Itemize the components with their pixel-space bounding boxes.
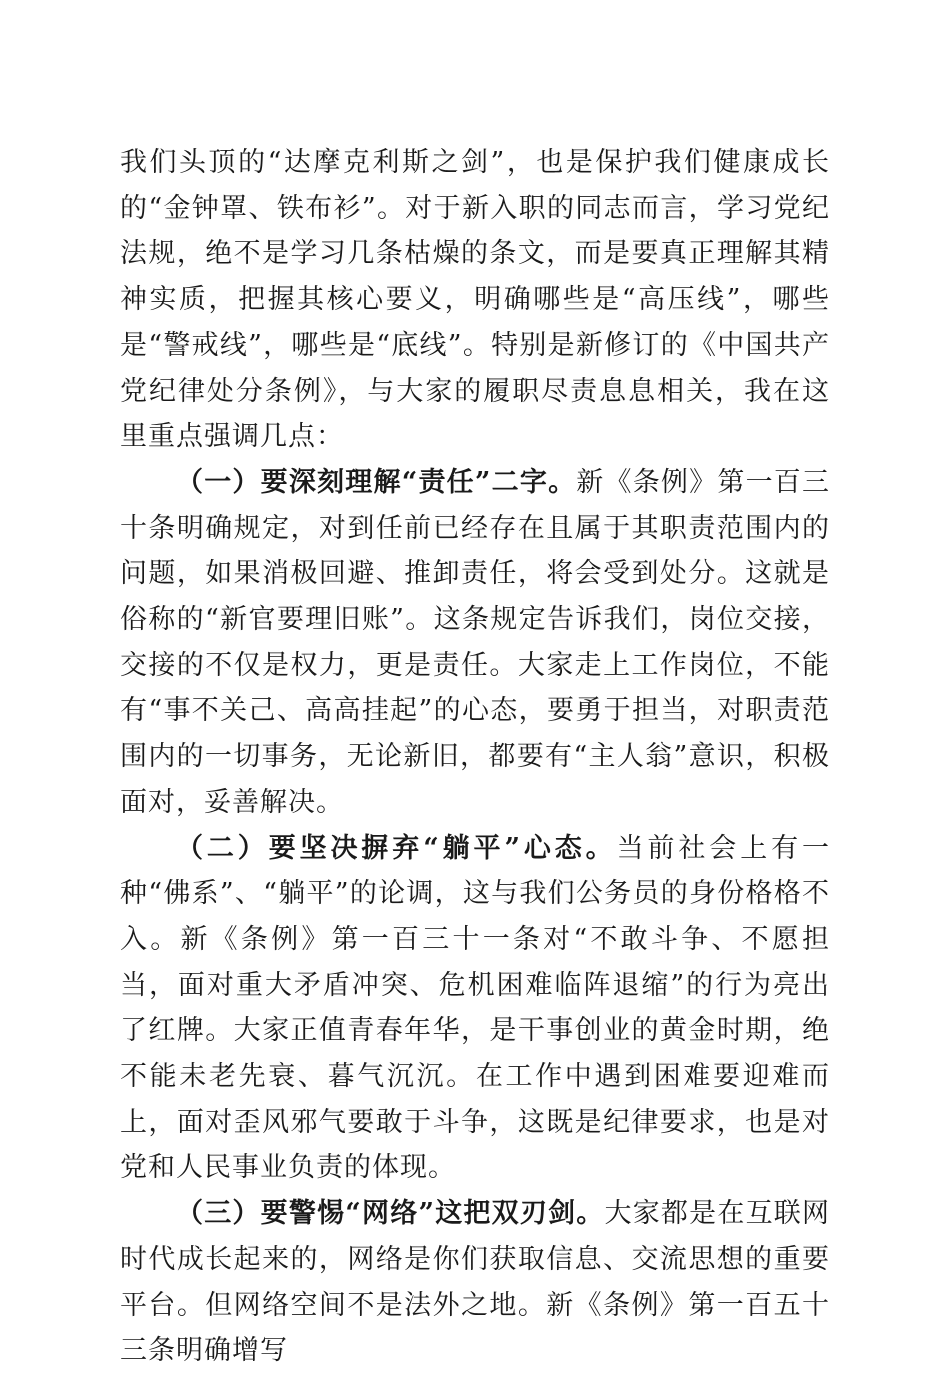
paragraph-heading: （三）要警惕“网络”这把双刃剑。 xyxy=(176,1198,605,1230)
paragraph-text: 我们头顶的“达摩克利斯之剑”，也是保护我们健康成长的“金钟罩、铁布衫”。对于新入职的同志而言，学习党纪法规，绝不是学习几条枯燥的条文，而是要真正理解其精神实质，把握其核心要义，明确哪些是“高压线”，哪些是“警戒线”，哪些是“底线”。特别是新修订的《中国共产党纪律处分条例》，与大家的履职尽责息息相关，我在这里重点强调几点： xyxy=(120,147,830,453)
paragraph-point-1 xyxy=(120,460,830,826)
paragraph-text: 大家都是在互联网时代成长起来的，网络是你们获取信息、交流思想的重要平台。但网络空间不是法外之地。新《条例》第一百五十三条明确增写 xyxy=(120,1198,831,1367)
paragraph-heading: （二）要坚决摒弃“躺平”心态。 xyxy=(176,832,617,864)
paragraph-text: 新《条例》第一百三十条明确规定，对到任前已经存在且属于其职责范围内的问题，如果消极回避、推卸责任，将会受到处分。这就是俗称的“新官要理旧账”。这条规定告诉我们，岗位交接，交接的不仅是权力，更是责任。大家走上工作岗位，不能有“事不关己、高高挂起”的心态，要勇于担当，对职责范围内的一切事务，无论新旧，都要有“主人翁”意识，积极面对，妥善解决。 xyxy=(120,466,830,818)
paragraph-point-2 xyxy=(120,826,830,1192)
paragraph-heading: （一）要深刻理解“责任”二字。 xyxy=(176,466,577,498)
paragraph-intro xyxy=(120,140,830,460)
paragraph-point-3 xyxy=(120,1191,830,1374)
paragraph-text: 当前社会上有一种“佛系”、“躺平”的论调，这与我们公务员的身份格格不入。新《条例》第一百三十一条对“不敢斗争、不愿担当，面对重大矛盾冲突、危机困难临阵退缩”的行为亮出了红牌。大家正值青春年华，是干事创业的黄金时期，绝不能未老先衰、暮气沉沉。在工作中遇到困难要迎难而上，面对歪风邪气要敢于斗争，这既是纪律要求，也是对党和人民事业负责的体现。 xyxy=(120,832,831,1184)
document-page xyxy=(120,140,830,1374)
